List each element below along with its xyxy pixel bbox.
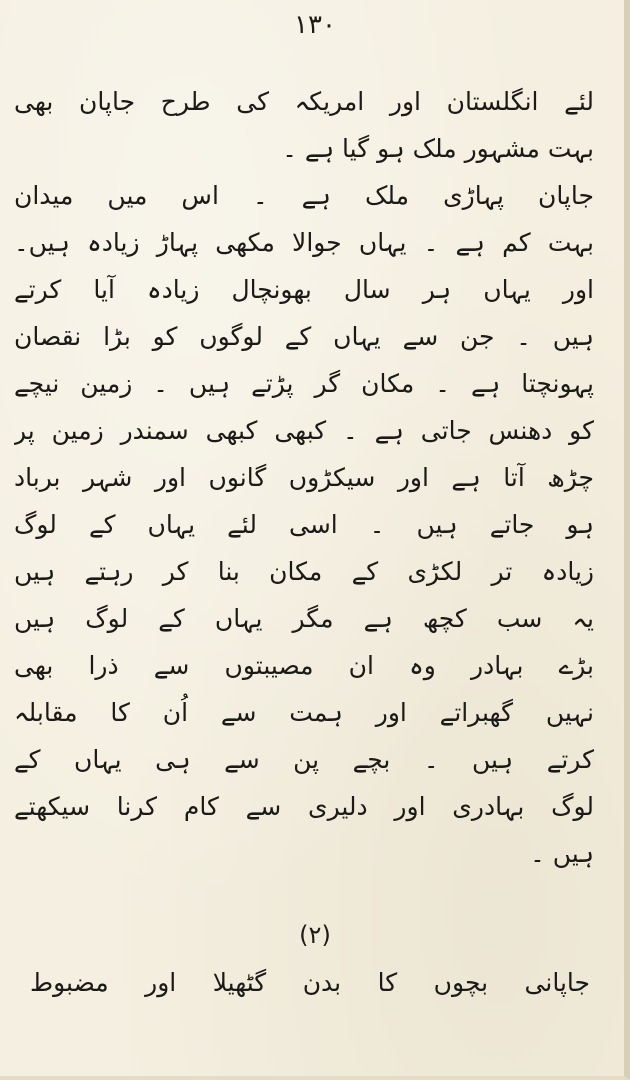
text-line-14: نہیں گھبراتے اور ہمت سے اُن کا مقابلہ: [14, 698, 594, 727]
text-line-16: لوگ بہادری اور دلیری سے کام کرنا سیکھتے: [14, 792, 594, 821]
text-line-1: لئے انگلستان اور امریکہ کی طرح جاپان بھی: [14, 87, 594, 116]
text-line-15: کرتے ہیں ۔ بچے پن سے ہی یہاں کے: [14, 745, 594, 774]
body-text: [14, 78, 594, 877]
text-line-12: یہ سب کچھ ہے مگر یہاں کے لوگ ہیں: [14, 604, 594, 633]
section-number: (۲): [299, 921, 331, 949]
text-line-17: ہیں ۔: [530, 839, 594, 868]
text-line-6: ہیں ۔ جن سے یہاں کے لوگوں کو بڑا نقصان: [14, 322, 594, 351]
text-line-13: بڑے بہادر وہ ان مصیبتوں سے ذرا بھی: [14, 651, 594, 680]
text-line-3: جاپان پہاڑی ملک ہے ۔ اس میں میدان: [14, 181, 594, 210]
text-line-5: اور یہاں ہر سال بھونچال زیادہ آیا کرتے: [14, 275, 594, 304]
text-line-10: ہو جاتے ہیں ۔ اسی لئے یہاں کے لوگ: [14, 510, 594, 539]
text-line-4: بہت کم ہے ۔ یہاں جوالا مکھی پہاڑ زیادہ ہیں۔: [14, 228, 594, 257]
page-number: ۱۳۰: [294, 10, 336, 40]
text-line-2: بہت مشہور ملک ہو گیا ہے ۔: [282, 134, 594, 163]
next-section-line: جاپانی بچوں کا بدن گٹھیلا اور مضبوط: [30, 968, 590, 997]
text-line-9: چڑھ آتا ہے اور سیکڑوں گانوں اور شہر برباد: [14, 463, 594, 492]
text-line-11: زیادہ تر لکڑی کے مکان بنا کر رہتے ہیں: [14, 557, 594, 586]
text-line-7: پہونچتا ہے ۔ مکان گر پڑتے ہیں ۔ زمین نیچے: [14, 369, 594, 398]
text-line-8: کو دھنس جاتی ہے ۔ کبھی کبھی سمندر زمین پر: [14, 416, 594, 445]
